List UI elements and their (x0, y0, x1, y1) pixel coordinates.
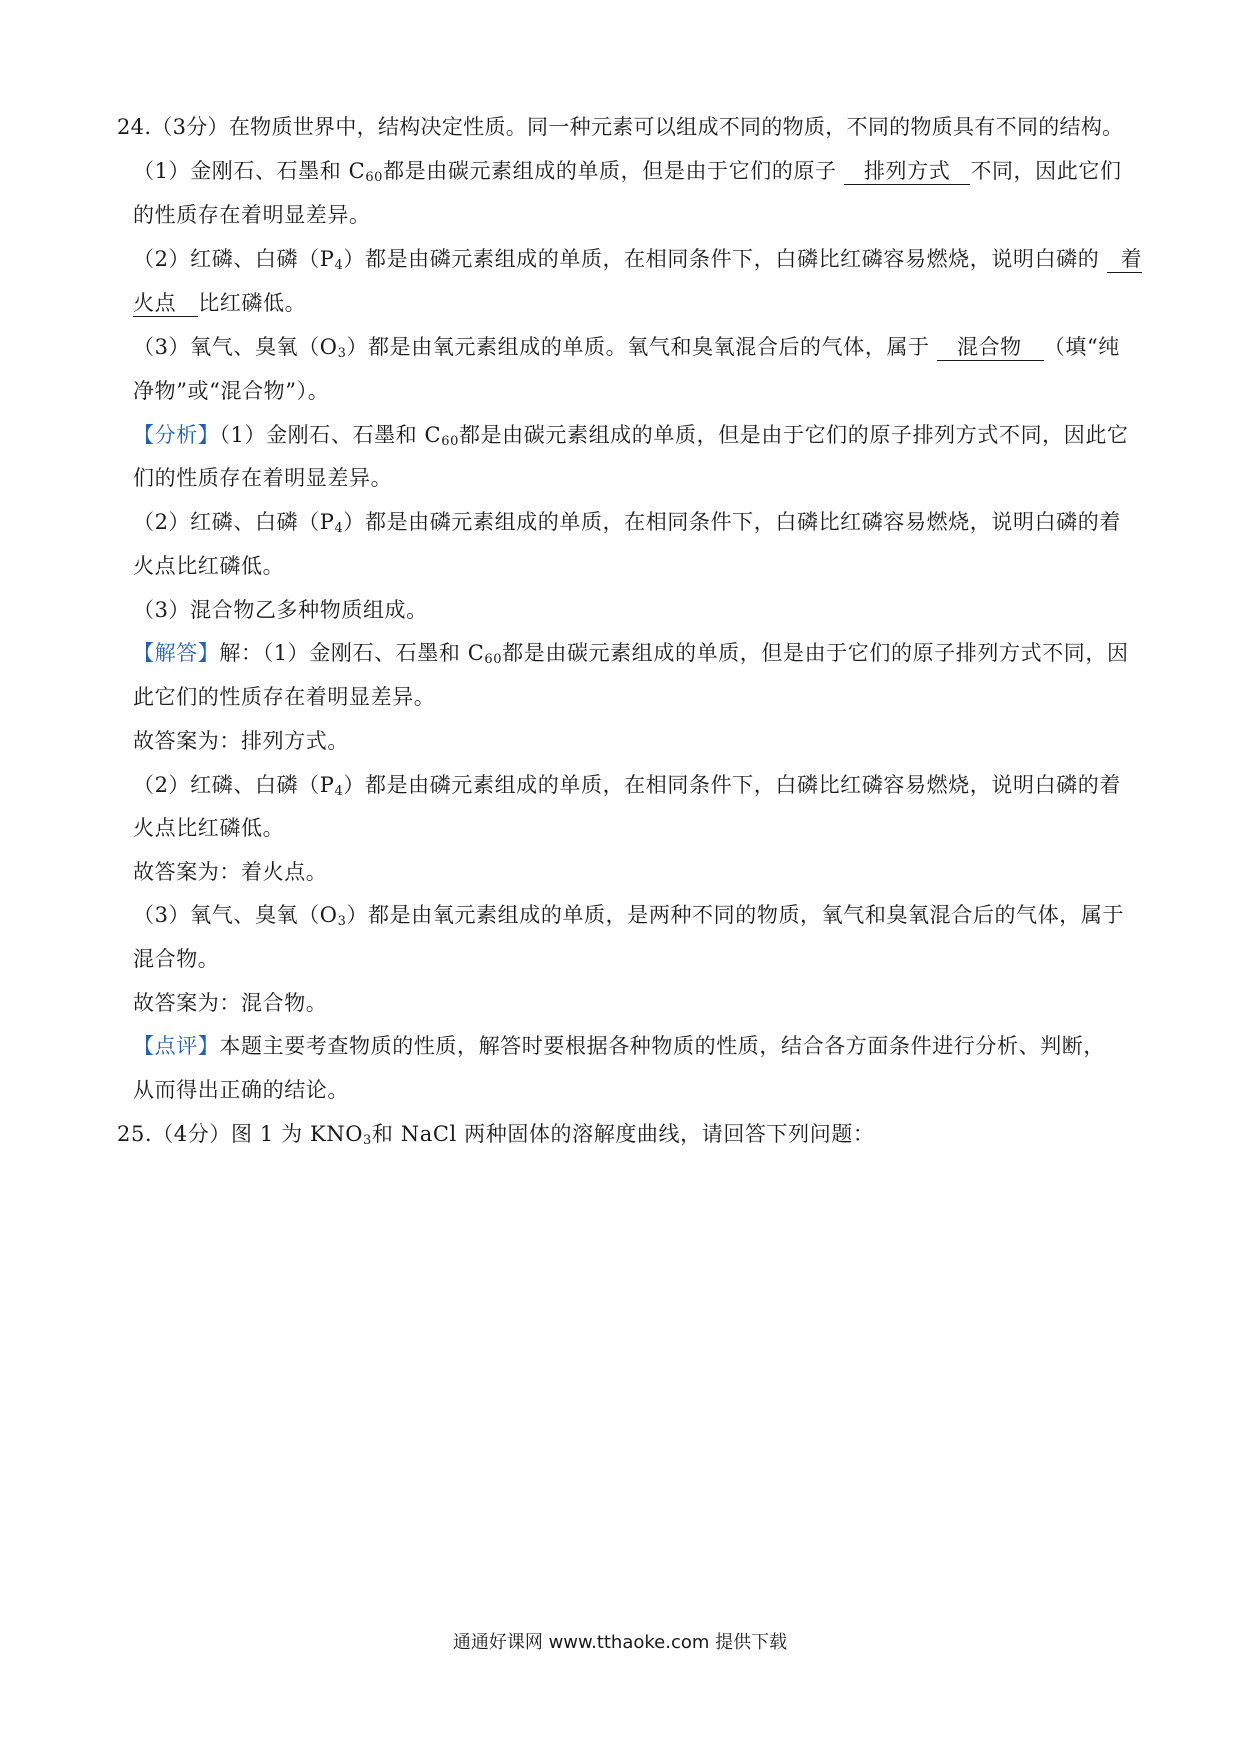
q24-part3-answer-blank: 混合物 (937, 334, 1044, 361)
answer-line4 (133, 770, 1121, 800)
analysis-sub-1: 60 (441, 434, 459, 449)
q24-part3-text-a: （3）氧气、臭氧（O (133, 335, 338, 359)
answer-sub-1: 60 (484, 652, 503, 667)
analysis-line2: 们的性质存在着明显差异。 (133, 466, 393, 490)
answer-line9: 故答案为：混合物。 (133, 991, 328, 1015)
q24-part2-line2 (133, 288, 306, 318)
answer-line1 (133, 638, 1129, 668)
q24-part1-text-c: 不同，因此它们 (970, 159, 1122, 183)
analysis-line4: 火点比红磷低。 (133, 554, 285, 578)
comment-line2: 从而得出正确的结论。 (133, 1078, 349, 1102)
answer-line7 (133, 900, 1124, 930)
answer-line8: 混合物。 (133, 947, 220, 971)
answer-text-7b: ）都是由氧元素组成的单质，是两种不同的物质，氧气和臭氧混合后的气体，属于 (346, 903, 1125, 927)
answer-text-1b: 都是由碳元素组成的单质，但是由于它们的原子排列方式不同，因 (502, 641, 1129, 665)
q24-part2-text-b: ）都是由磷元素组成的单质，在相同条件下，白磷比红磷容易燃烧，说明白磷的 (343, 247, 1100, 271)
q24-part2-line1 (133, 244, 1142, 274)
q24-part3-sub: 3 (337, 346, 347, 361)
q24-stem: 24.（3分）在物质世界中，结构决定性质。同一种元素可以组成不同的物质，不同的物质具有不同的结构。 (117, 115, 1124, 139)
analysis-text-1a: （1）金刚石、石墨和 C (219, 423, 442, 447)
q25-stem (117, 1119, 875, 1149)
q24-part2-answer-blank-1: 着 (1107, 246, 1143, 273)
q24-part3-line1 (133, 332, 1120, 362)
q24-part1-text-b: 都是由碳元素组成的单质，但是由于它们的原子 (383, 159, 837, 183)
analysis-text-1b: 都是由碳元素组成的单质，但是由于它们的原子排列方式不同，因此它 (458, 423, 1129, 447)
q25-sub: 3 (363, 1133, 372, 1148)
analysis-text-3a: （2）红磷、白磷（P (133, 510, 335, 534)
analysis-line5: （3）混合物乙多种物质组成。 (133, 598, 428, 622)
analysis-sub-3: 4 (334, 521, 344, 536)
answer-text-4a: （2）红磷、白磷（P (133, 773, 335, 797)
q24-part2-text-c: 比红磷低。 (198, 291, 307, 315)
q24-part1-text-a: （1）金刚石、石墨和 C (133, 159, 366, 183)
q24-part2-text-a: （2）红磷、白磷（P (133, 247, 335, 271)
q25-text-a: 25.（4分）图 1 为 KNO (117, 1122, 364, 1146)
q24-part2-answer-blank-2: 火点 (133, 290, 198, 317)
answer-line5: 火点比红磷低。 (133, 816, 285, 840)
answer-tag: 【解答】 (133, 641, 220, 665)
q24-part1-answer-blank: 排列方式 (844, 158, 970, 185)
q25-text-b: 和 NaCl 两种固体的溶解度曲线，请回答下列问题： (371, 1122, 875, 1146)
analysis-line3 (133, 507, 1121, 537)
answer-sub-4: 4 (334, 784, 344, 799)
answer-line3: 故答案为：排列方式。 (133, 729, 349, 753)
q24-part3-text-b: ）都是由氧元素组成的单质。氧气和臭氧混合后的气体，属于 (346, 335, 930, 359)
q24-part3-line2: 净物”或“混合物”）。 (133, 379, 330, 403)
analysis-line1 (133, 420, 1129, 450)
answer-text-1a: 解：（1）金刚石、石墨和 C (219, 641, 485, 665)
q24-part1-line2: 的性质存在着明显差异。 (133, 203, 371, 227)
answer-line2: 此它们的性质存在着明显差异。 (133, 685, 436, 709)
analysis-tag: 【分析】 (133, 423, 220, 447)
analysis-text-3b: ）都是由磷元素组成的单质，在相同条件下，白磷比红磷容易燃烧，说明白磷的着 (343, 510, 1121, 534)
comment-line1 (133, 1031, 1105, 1061)
q24-part1-line1 (133, 156, 1122, 186)
comment-text-1: 本题主要考查物质的性质，解答时要根据各种物质的性质，结合各方面条件进行分析、判断， (219, 1034, 1106, 1058)
footer-watermark: 通通好课网 www.tthaoke.com 提供下载 (452, 1632, 788, 1653)
comment-tag: 【点评】 (133, 1034, 220, 1058)
answer-text-4b: ）都是由磷元素组成的单质，在相同条件下，白磷比红磷容易燃烧，说明白磷的着 (343, 773, 1121, 797)
answer-line6: 故答案为：着火点。 (133, 860, 328, 884)
answer-sub-7: 3 (337, 914, 347, 929)
q24-part3-text-c: （填“纯 (1043, 335, 1120, 359)
answer-text-7a: （3）氧气、臭氧（O (133, 903, 338, 927)
q24-part2-sub: 4 (334, 258, 344, 273)
q24-part1-sub: 60 (365, 170, 384, 185)
